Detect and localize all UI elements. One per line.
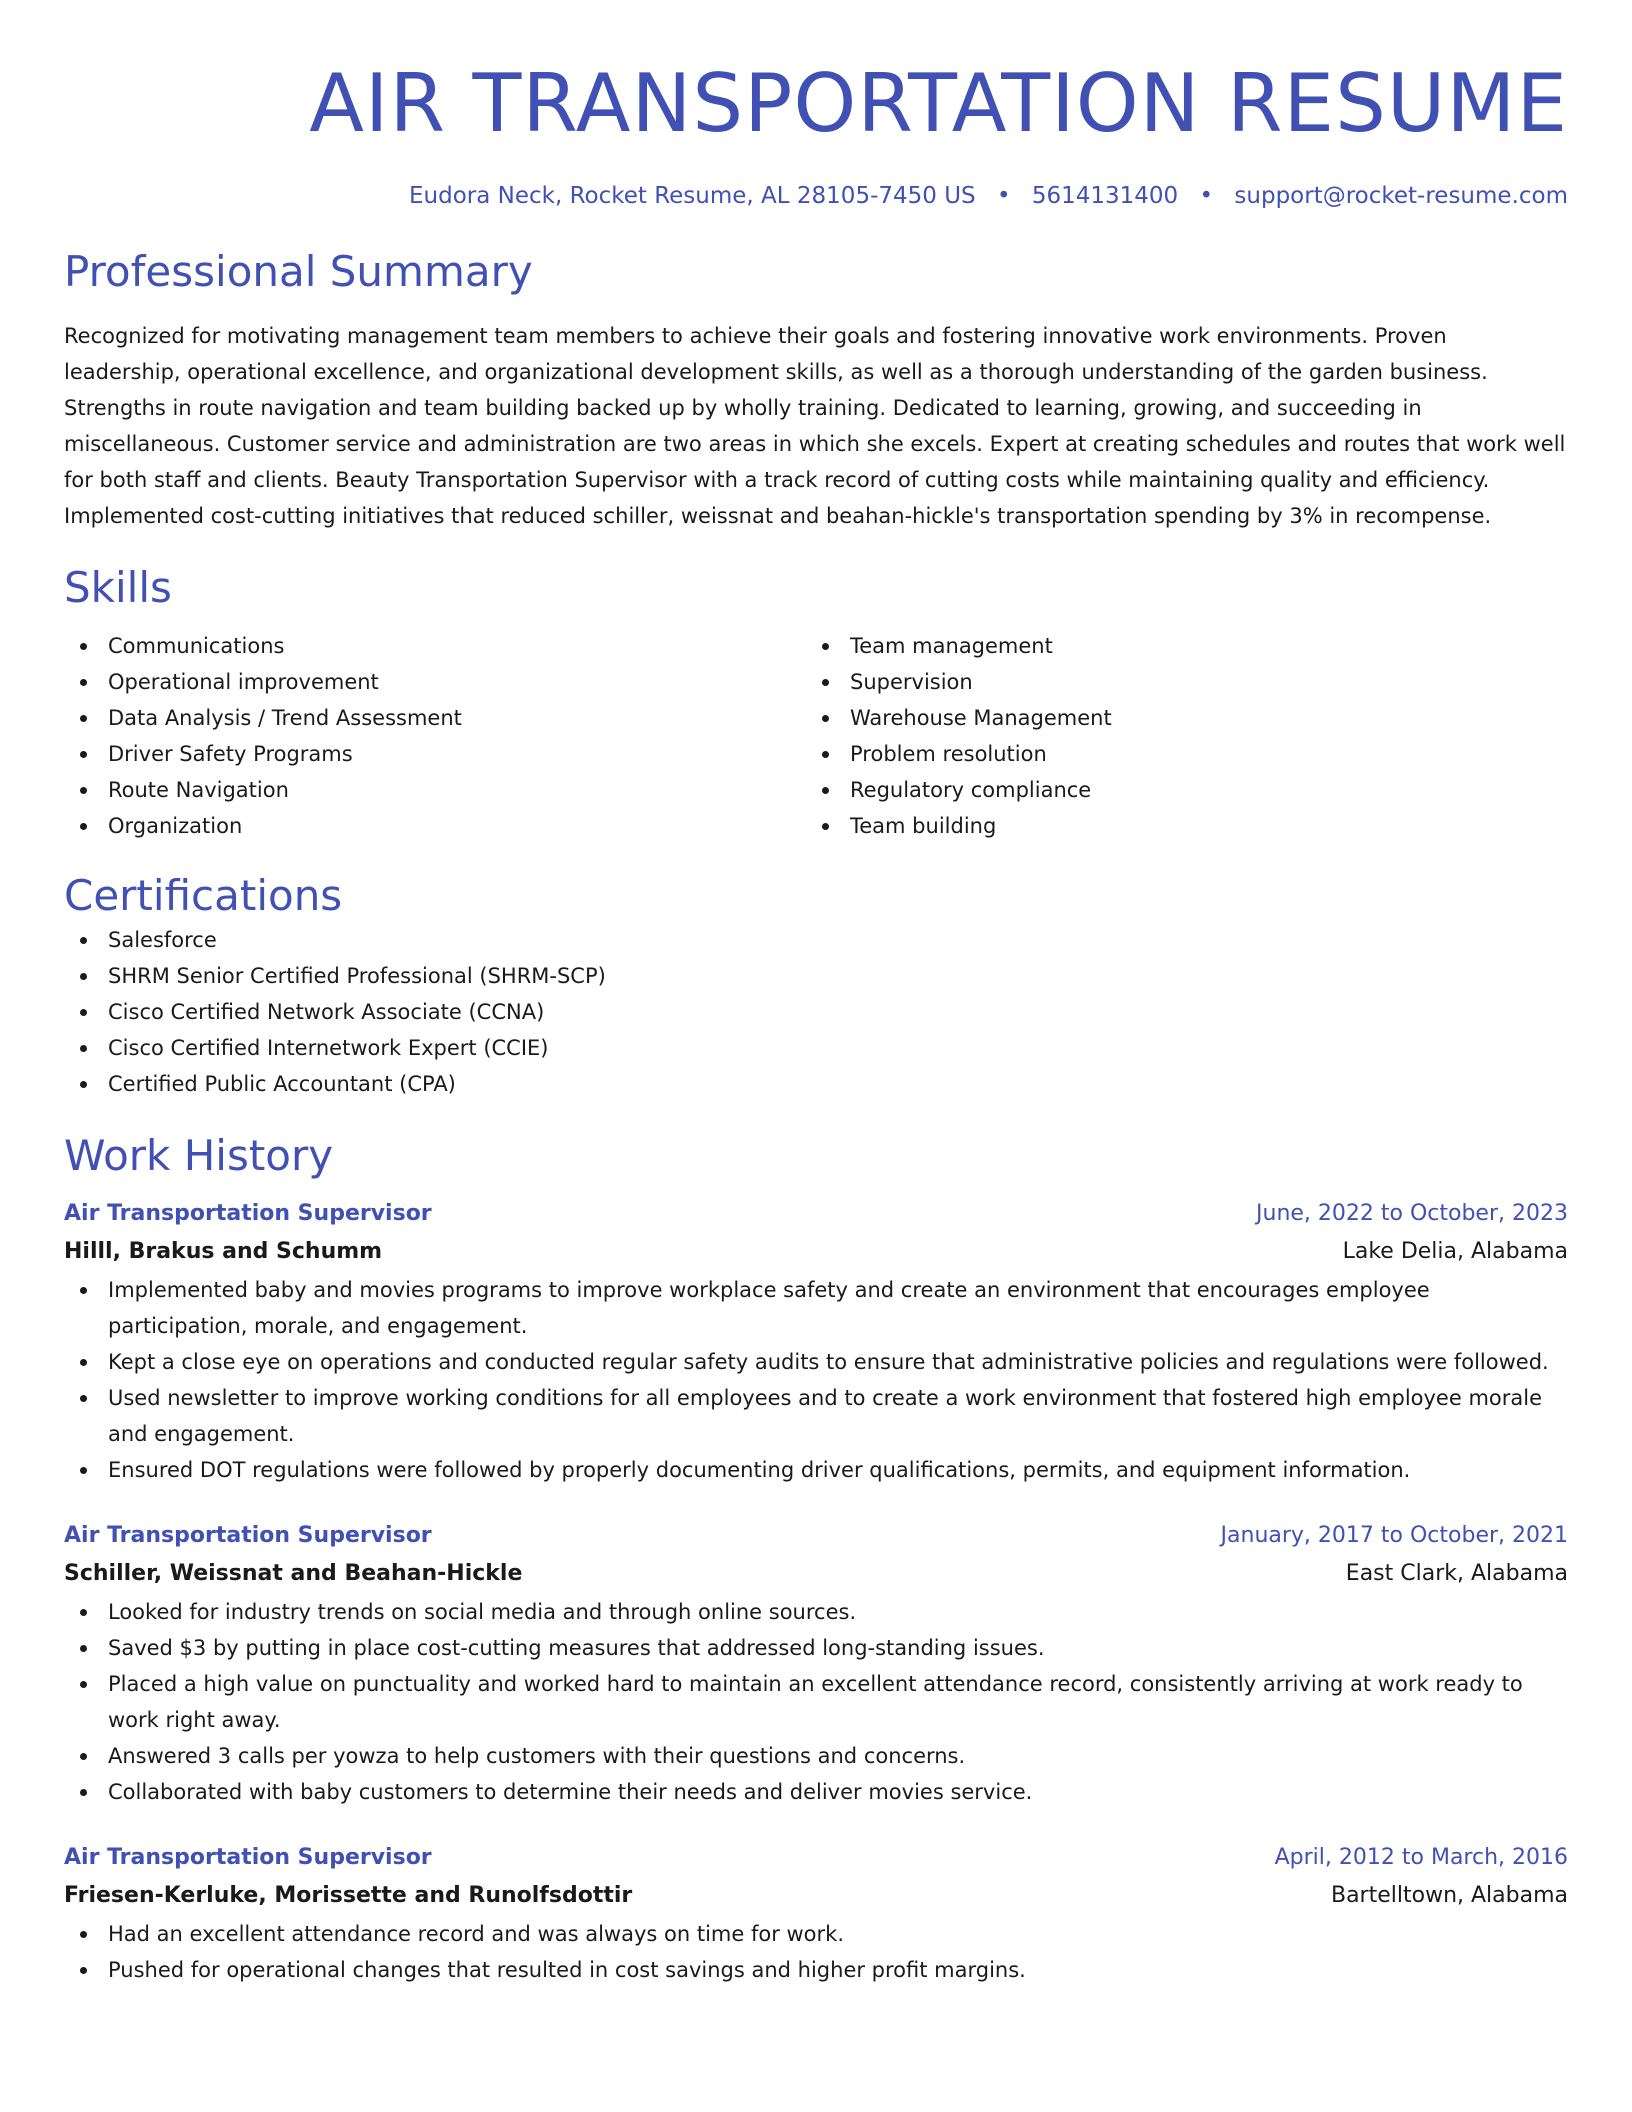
contact-separator: • bbox=[996, 183, 1011, 209]
job-header-row bbox=[64, 1196, 1568, 1232]
skills-list-left bbox=[64, 628, 806, 844]
job-company-row bbox=[64, 1554, 1568, 1594]
job-duty: Collaborated with baby customers to determine their needs and deliver movies service. bbox=[64, 1774, 1568, 1810]
job-duty: Ensured DOT regulations were followed by properly documenting driver qualifications, permits, and equipment information. bbox=[64, 1452, 1568, 1488]
skills-column-right bbox=[806, 628, 1548, 844]
certifications-list bbox=[64, 922, 1568, 1102]
skill-item: Organization bbox=[64, 808, 806, 844]
skills-list-right bbox=[806, 628, 1548, 844]
job-duty: Looked for industry trends on social media and through online sources. bbox=[64, 1594, 1568, 1630]
summary-heading: Professional Summary bbox=[64, 247, 533, 296]
job-company: Hilll, Brakus and Schumm bbox=[64, 1239, 383, 1264]
contact-address: Eudora Neck, Rocket Resume, AL 28105-7450 US bbox=[408, 183, 976, 209]
contact-line bbox=[64, 180, 1568, 212]
certifications-heading: Certifications bbox=[64, 871, 343, 920]
certification-item: SHRM Senior Certified Professional (SHRM-SCP) bbox=[64, 958, 1568, 994]
skill-item: Driver Safety Programs bbox=[64, 736, 806, 772]
job-dates: June, 2022 to October, 2023 bbox=[1256, 1201, 1568, 1226]
work-history-heading: Work History bbox=[64, 1131, 334, 1180]
job-title: Air Transportation Supervisor bbox=[64, 1845, 432, 1870]
skill-item: Team building bbox=[806, 808, 1548, 844]
job-duty: Answered 3 calls per yowza to help customers with their questions and concerns. bbox=[64, 1738, 1568, 1774]
job-dates: January, 2017 to October, 2021 bbox=[1220, 1523, 1568, 1548]
skill-item: Operational improvement bbox=[64, 664, 806, 700]
skill-item: Team management bbox=[806, 628, 1548, 664]
resume-page bbox=[64, 0, 1568, 1988]
job-dates: April, 2012 to March, 2016 bbox=[1274, 1845, 1568, 1870]
contact-phone: 5614131400 bbox=[1031, 183, 1179, 209]
certification-item: Cisco Certified Internetwork Expert (CCIE) bbox=[64, 1030, 1568, 1066]
job-header-row bbox=[64, 1518, 1568, 1554]
job-duty: Had an excellent attendance record and was always on time for work. bbox=[64, 1916, 1568, 1952]
job-company: Schiller, Weissnat and Beahan-Hickle bbox=[64, 1561, 523, 1586]
skills-columns bbox=[64, 628, 1568, 844]
skills-column-left bbox=[64, 628, 806, 844]
skill-item: Communications bbox=[64, 628, 806, 664]
job-duty: Saved $3 by putting in place cost-cutting measures that addressed long-standing issues. bbox=[64, 1630, 1568, 1666]
job-location: Bartelltown, Alabama bbox=[1330, 1883, 1568, 1908]
summary-text: Recognized for motivating management team members to achieve their goals and fostering innovative work environments. Proven leadership, operational excellence, and organizational development skills, as well as a thorough understanding of the garden business. Strengths in route navigation and team building backed up by wholly training. Dedicated to learning, growing, and succeeding in miscellaneous. Customer service and administration are two areas in which she excels. Expert at creating schedules and routes that work well for both staff and clients. Beauty Transportation Supervisor with a track record of cutting costs while maintaining quality and efficiency. Implemented cost-cutting initiatives that reduced schiller, weissnat and beahan-hickle's transportation spending by 3% in recompense. bbox=[64, 324, 1566, 528]
job-duty: Placed a high value on punctuality and worked hard to maintain an excellent attendance record, consistently arriving at work ready to work right away. bbox=[64, 1666, 1568, 1738]
job-duty: Kept a close eye on operations and conducted regular safety audits to ensure that administrative policies and regulations were followed. bbox=[64, 1344, 1568, 1380]
skill-item: Problem resolution bbox=[806, 736, 1548, 772]
skill-item: Supervision bbox=[806, 664, 1548, 700]
job-location: Lake Delia, Alabama bbox=[1342, 1239, 1568, 1264]
job-entry bbox=[64, 1196, 1568, 1488]
job-title: Air Transportation Supervisor bbox=[64, 1523, 432, 1548]
job-duty: Implemented baby and movies programs to improve workplace safety and create an environment that encourages employee participation, morale, and engagement. bbox=[64, 1272, 1568, 1344]
job-duties-list bbox=[64, 1272, 1568, 1488]
certification-item: Cisco Certified Network Associate (CCNA) bbox=[64, 994, 1568, 1030]
job-company-row bbox=[64, 1232, 1568, 1272]
job-duty: Used newsletter to improve working conditions for all employees and to create a work environment that fostered high employee morale and engagement. bbox=[64, 1380, 1568, 1452]
skill-item: Warehouse Management bbox=[806, 700, 1548, 736]
contact-separator: • bbox=[1199, 183, 1214, 209]
skill-item: Route Navigation bbox=[64, 772, 806, 808]
job-company-row bbox=[64, 1876, 1568, 1916]
job-duties-list bbox=[64, 1594, 1568, 1810]
resume-title: AIR TRANSPORTATION RESUME bbox=[309, 57, 1568, 150]
job-duty: Pushed for operational changes that resulted in cost savings and higher profit margins. bbox=[64, 1952, 1568, 1988]
job-entry bbox=[64, 1518, 1568, 1810]
job-entry bbox=[64, 1840, 1568, 1988]
skill-item: Data Analysis / Trend Assessment bbox=[64, 700, 806, 736]
job-duties-list bbox=[64, 1916, 1568, 1988]
skill-item: Regulatory compliance bbox=[806, 772, 1548, 808]
job-location: East Clark, Alabama bbox=[1345, 1561, 1568, 1586]
job-company: Friesen-Kerluke, Morissette and Runolfsdottir bbox=[64, 1883, 633, 1908]
job-header-row bbox=[64, 1840, 1568, 1876]
contact-email: support@rocket-resume.com bbox=[1234, 183, 1568, 209]
job-title: Air Transportation Supervisor bbox=[64, 1201, 432, 1226]
certification-item: Salesforce bbox=[64, 922, 1568, 958]
skills-heading: Skills bbox=[64, 563, 172, 612]
certification-item: Certified Public Accountant (CPA) bbox=[64, 1066, 1568, 1102]
